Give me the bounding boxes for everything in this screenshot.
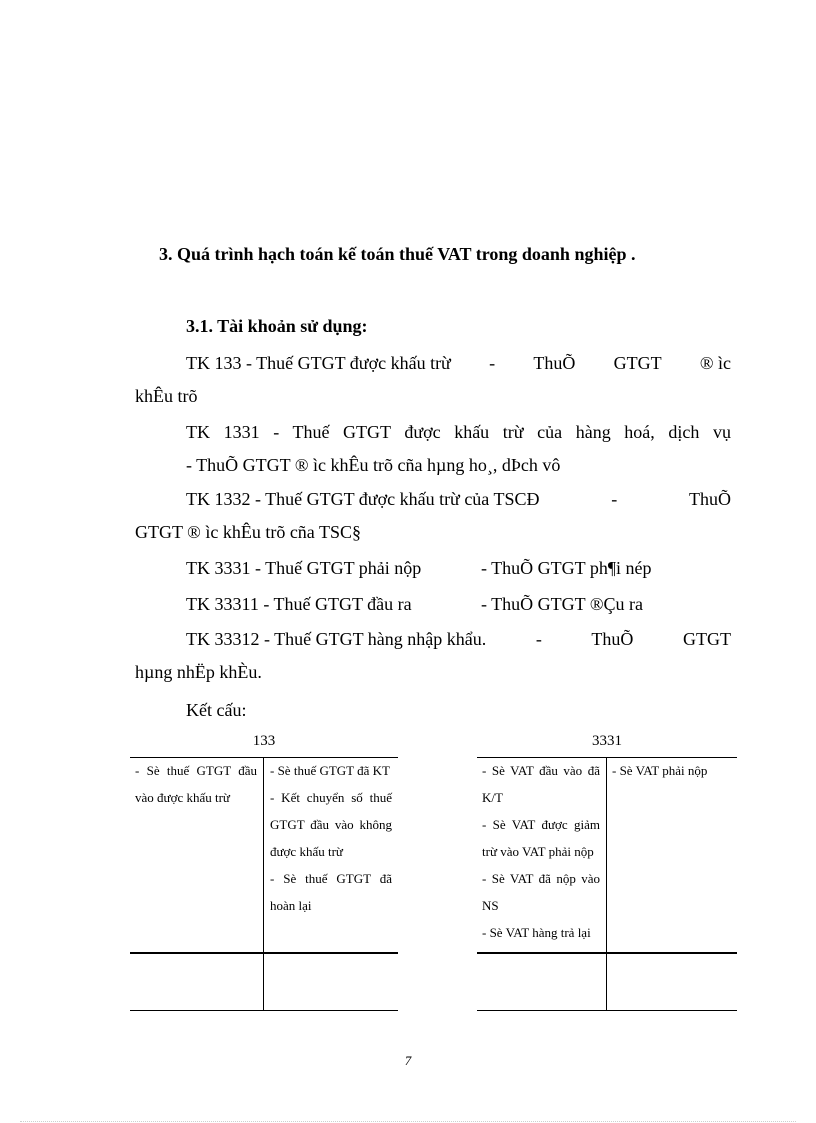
account-133-word3: ® ìc [699,353,731,373]
t-account-133-credit-item: - Kết chuyển số thuế GTGT đầu vào không được khấu trừ [270,790,392,859]
t-account-3331-bottom-line [477,1010,737,1011]
account-33312-name: TK 33312 - Thuế GTGT hàng nhập khẩu. [186,629,487,649]
section-title: 3. Quá trình hạch toán kế toán thuế VAT trong doanh nghiệp . [159,244,636,264]
t-account-3331-credit [612,757,734,784]
t-account-3331-balance-line [477,952,737,954]
t-account-133-balance-line [130,952,398,954]
t-account-133-divider [263,757,264,1010]
account-33311-translation: - ThuÕ GTGT ®Çu ra [481,594,643,614]
account-1332-name: TK 1332 - Thuế GTGT được khấu trừ của TSCĐ [186,489,540,509]
t-account-3331-debit-item: - Sè VAT đã nộp vào NS [482,871,600,913]
account-line-1332 [186,489,731,510]
account-line-1331: TK 1331 - Thuế GTGT được khấu trừ của hàng hoá, dịch vụ [186,422,731,442]
t-account-133-bottom-line [130,1010,398,1011]
structure-label: Kết cấu: [186,700,247,720]
t-account-133-debit-item: - Sè thuế GTGT đầu vào được khấu trừ [135,763,257,805]
t-account-133-label: 133 [252,733,276,749]
account-line-133 [186,353,731,374]
t-account-3331-debit-item: - Sè VAT được giảm trừ vào VAT phải nộp [482,817,600,859]
account-33312-dash: - [535,629,542,649]
account-33311-name: TK 33311 - Thuế GTGT đầu ra [186,594,412,614]
account-1332-continuation: GTGT ® ìc khÊu trõ cña TSC§ [135,522,361,542]
account-3331-translation: - ThuÕ GTGT ph¶i nép [481,558,652,578]
t-account-133-credit-item: - Sè thuế GTGT đã hoàn lại [270,871,392,913]
account-line-3331 [186,558,652,579]
account-133-name: TK 133 - Thuế GTGT được khấu trừ [186,353,451,373]
t-account-133-credit [270,757,392,919]
account-33312-continuation: hµng nhËp khÈu. [135,662,262,682]
account-line-33312 [186,629,731,650]
account-1332-word1: ThuÕ [688,489,731,509]
t-account-3331-debit-item: - Sè VAT hàng trả lại [482,925,591,940]
account-33312-word1: ThuÕ [591,629,634,649]
account-1331-translation: - ThuÕ GTGT ® ìc khÊu trõ cña hµng ho¸, dÞch vô [186,455,561,475]
account-3331-name: TK 3331 - Thuế GTGT phải nộp [186,558,422,578]
t-account-3331-debit [482,757,600,946]
t-account-3331-credit-item: - Sè VAT phải nộp [612,763,708,778]
account-1332-dash: - [611,489,618,509]
t-account-133-debit [135,757,257,811]
subsection-title: 3.1. Tài khoản sử dụng: [186,316,368,336]
account-line-33311 [186,594,643,615]
t-account-133-credit-item: - Sè thuế GTGT đã KT [270,763,390,778]
page-bottom-divider [20,1121,796,1122]
account-133-word1: ThuÕ [533,353,576,373]
t-account-3331-divider [606,757,607,1010]
account-133-word2: GTGT [613,353,662,373]
account-133-dash: - [489,353,496,373]
account-133-continuation: khÊu trõ [135,386,198,406]
account-33312-word2: GTGT [682,629,731,649]
t-account-3331-label: 3331 [592,733,622,749]
t-account-3331-debit-item: - Sè VAT đầu vào đã K/T [482,763,600,805]
page-number: 7 [404,1053,412,1068]
